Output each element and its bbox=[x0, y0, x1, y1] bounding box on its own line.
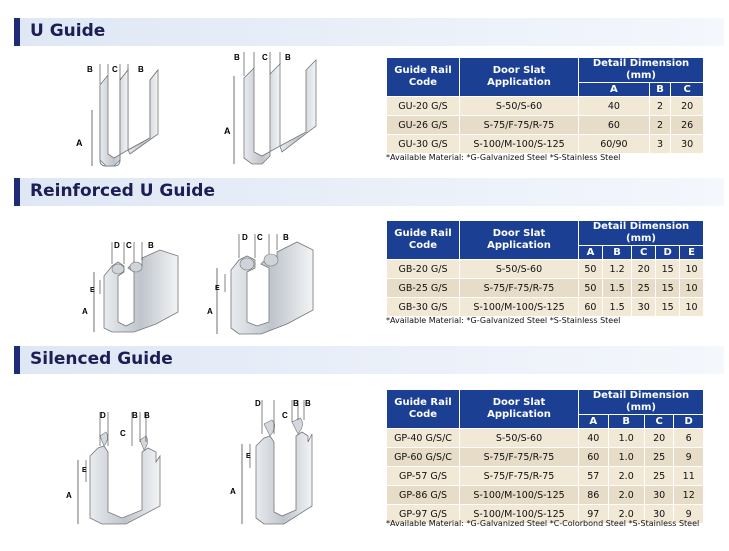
dim-label: B bbox=[285, 53, 291, 62]
table-row bbox=[387, 279, 704, 298]
reinforced-u-guide-drawing-large bbox=[205, 228, 325, 338]
dim-label: A bbox=[76, 138, 83, 148]
dim-label: C bbox=[282, 411, 288, 420]
cell: 25 bbox=[632, 279, 656, 298]
cell: 40 bbox=[579, 97, 650, 116]
section-title: Silenced Guide bbox=[30, 349, 173, 369]
dim-header: B bbox=[608, 415, 644, 429]
cell: 9 bbox=[674, 448, 704, 467]
dim-label: B bbox=[132, 411, 138, 420]
material-note: *Available Material: *G-Galvanized Steel *C-Colorbond Steel *S-Stainless Steel bbox=[386, 519, 700, 528]
u-guide-spec-table bbox=[386, 57, 704, 154]
col-header-code: Guide Rail Code bbox=[387, 58, 460, 97]
section-title: U Guide bbox=[30, 21, 106, 41]
cell: GB-30 G/S bbox=[387, 298, 460, 317]
table-row bbox=[387, 486, 704, 505]
cell: 15 bbox=[656, 279, 680, 298]
table-row bbox=[387, 429, 704, 448]
cell: 15 bbox=[656, 298, 680, 317]
cell: 60/90 bbox=[579, 135, 650, 154]
cell: 2.0 bbox=[608, 505, 644, 524]
cell: GB-20 G/S bbox=[387, 260, 460, 279]
cell: 1.2 bbox=[602, 260, 631, 279]
dim-label: C bbox=[120, 429, 126, 438]
dim-label: C bbox=[112, 65, 118, 74]
cell: S-75/F-75/R-75 bbox=[460, 467, 579, 486]
dim-label: C bbox=[126, 241, 132, 250]
dim-label: C bbox=[257, 233, 263, 242]
dim-label: B bbox=[283, 233, 289, 242]
col-header-application: Door Slat Application bbox=[460, 221, 579, 260]
cell: 2.0 bbox=[608, 467, 644, 486]
cell: S-75/F-75/R-75 bbox=[460, 279, 579, 298]
cell: 1.0 bbox=[608, 429, 644, 448]
dim-label: B bbox=[148, 241, 154, 250]
dim-label: A bbox=[207, 307, 213, 316]
dim-header: B bbox=[602, 246, 631, 260]
cell: 10 bbox=[680, 279, 704, 298]
cell: 60 bbox=[579, 116, 650, 135]
section-header-silenced-guide bbox=[14, 346, 724, 374]
cell: S-100/M-100/S-125 bbox=[460, 505, 579, 524]
dim-header: C bbox=[632, 246, 656, 260]
cell: 60 bbox=[579, 298, 603, 317]
dim-label: D bbox=[100, 411, 106, 420]
cell: GP-60 G/S/C bbox=[387, 448, 460, 467]
table-row bbox=[387, 116, 704, 135]
cell: GU-20 G/S bbox=[387, 97, 460, 116]
dim-label: A bbox=[66, 491, 72, 500]
cell: S-75/F-75/R-75 bbox=[460, 116, 579, 135]
silenced-guide-drawing-large bbox=[208, 394, 333, 529]
col-header-application: Door Slat Application bbox=[460, 390, 579, 429]
cell: 26 bbox=[671, 116, 704, 135]
silenced-guide-drawing-small bbox=[60, 402, 180, 527]
cell: S-50/S-60 bbox=[460, 429, 579, 448]
dim-label: B bbox=[305, 399, 311, 408]
cell: S-50/S-60 bbox=[460, 97, 579, 116]
col-header-detail: Detail Dimension (mm) bbox=[579, 390, 704, 415]
table-row bbox=[387, 298, 704, 317]
cell: 86 bbox=[579, 486, 609, 505]
dim-header: A bbox=[579, 415, 609, 429]
col-header-application: Door Slat Application bbox=[460, 58, 579, 97]
cell: 10 bbox=[680, 298, 704, 317]
dim-label: D bbox=[114, 241, 120, 250]
material-note: *Available Material: *G-Galvanized Steel *S-Stainless Steel bbox=[386, 153, 621, 162]
cell: GP-57 G/S bbox=[387, 467, 460, 486]
cell: 30 bbox=[644, 486, 674, 505]
reinforced-u-guide-spec-table bbox=[386, 220, 704, 317]
dim-label: C bbox=[262, 53, 268, 62]
cell: S-100/M-100/S-125 bbox=[460, 298, 579, 317]
cell: 2 bbox=[649, 116, 671, 135]
dim-label: B bbox=[293, 399, 299, 408]
dim-header: C bbox=[644, 415, 674, 429]
cell: GU-30 G/S bbox=[387, 135, 460, 154]
dim-header: D bbox=[674, 415, 704, 429]
table-row bbox=[387, 135, 704, 154]
material-note: *Available Material: *G-Galvanized Steel *S-Stainless Steel bbox=[386, 316, 621, 325]
dim-header: E bbox=[680, 246, 704, 260]
cell: 1.5 bbox=[602, 279, 631, 298]
cell: 57 bbox=[579, 467, 609, 486]
dim-label: A bbox=[224, 126, 231, 136]
cell: GP-40 G/S/C bbox=[387, 429, 460, 448]
dim-label: D bbox=[242, 233, 248, 242]
cell: 30 bbox=[644, 505, 674, 524]
cell: 50 bbox=[579, 279, 603, 298]
dim-label: E bbox=[215, 285, 220, 292]
cell: 50 bbox=[579, 260, 603, 279]
dim-header: A bbox=[579, 83, 650, 97]
dim-label: E bbox=[82, 467, 87, 474]
cell: 97 bbox=[579, 505, 609, 524]
cell: 25 bbox=[644, 467, 674, 486]
cell: 20 bbox=[671, 97, 704, 116]
dim-label: E bbox=[90, 287, 95, 294]
cell: S-75/F-75/R-75 bbox=[460, 448, 579, 467]
cell: 40 bbox=[579, 429, 609, 448]
col-header-detail: Detail Dimension (mm) bbox=[579, 221, 704, 246]
table-row bbox=[387, 260, 704, 279]
u-guide-drawing-large bbox=[222, 48, 342, 173]
cell: 11 bbox=[674, 467, 704, 486]
table-row bbox=[387, 467, 704, 486]
silenced-guide-spec-table bbox=[386, 389, 704, 524]
section-marker bbox=[14, 18, 20, 46]
reinforced-u-guide-drawing-small bbox=[78, 232, 193, 337]
cell: 15 bbox=[656, 260, 680, 279]
dim-header: B bbox=[649, 83, 671, 97]
section-marker bbox=[14, 346, 20, 374]
cell: 25 bbox=[644, 448, 674, 467]
cell: 30 bbox=[671, 135, 704, 154]
dim-label: B bbox=[144, 411, 150, 420]
cell: GB-25 G/S bbox=[387, 279, 460, 298]
cell: 20 bbox=[644, 429, 674, 448]
section-marker bbox=[14, 178, 20, 206]
cell: 10 bbox=[680, 260, 704, 279]
dim-label: B bbox=[138, 65, 144, 74]
cell: 60 bbox=[579, 448, 609, 467]
cell: 2.0 bbox=[608, 486, 644, 505]
dim-header: C bbox=[671, 83, 704, 97]
col-header-code: Guide Rail Code bbox=[387, 221, 460, 260]
cell: S-50/S-60 bbox=[460, 260, 579, 279]
section-title: Reinforced U Guide bbox=[30, 181, 216, 201]
cell: 3 bbox=[649, 135, 671, 154]
cell: 12 bbox=[674, 486, 704, 505]
cell: GP-97 G/S bbox=[387, 505, 460, 524]
cell: 9 bbox=[674, 505, 704, 524]
cell: 30 bbox=[632, 298, 656, 317]
cell: 1.0 bbox=[608, 448, 644, 467]
dim-label: D bbox=[255, 399, 261, 408]
table-row bbox=[387, 97, 704, 116]
col-header-code: Guide Rail Code bbox=[387, 390, 460, 429]
dim-label: A bbox=[230, 487, 236, 496]
cell: 2 bbox=[649, 97, 671, 116]
u-guide-drawing-small bbox=[70, 50, 180, 175]
dim-label: B bbox=[87, 65, 93, 74]
cell: GP-86 G/S bbox=[387, 486, 460, 505]
cell: 20 bbox=[632, 260, 656, 279]
section-header-reinforced-u-guide bbox=[14, 178, 724, 206]
cell: S-100/M-100/S-125 bbox=[460, 135, 579, 154]
section-header-u-guide bbox=[14, 18, 724, 46]
dim-header: A bbox=[579, 246, 603, 260]
cell: S-100/M-100/S-125 bbox=[460, 486, 579, 505]
dim-label: E bbox=[246, 453, 251, 460]
dim-label: A bbox=[82, 307, 88, 316]
cell: GU-26 G/S bbox=[387, 116, 460, 135]
cell: 1.5 bbox=[602, 298, 631, 317]
col-header-detail: Detail Dimension (mm) bbox=[579, 58, 704, 83]
dim-header: D bbox=[656, 246, 680, 260]
cell: 6 bbox=[674, 429, 704, 448]
table-row bbox=[387, 448, 704, 467]
dim-label: B bbox=[234, 53, 240, 62]
